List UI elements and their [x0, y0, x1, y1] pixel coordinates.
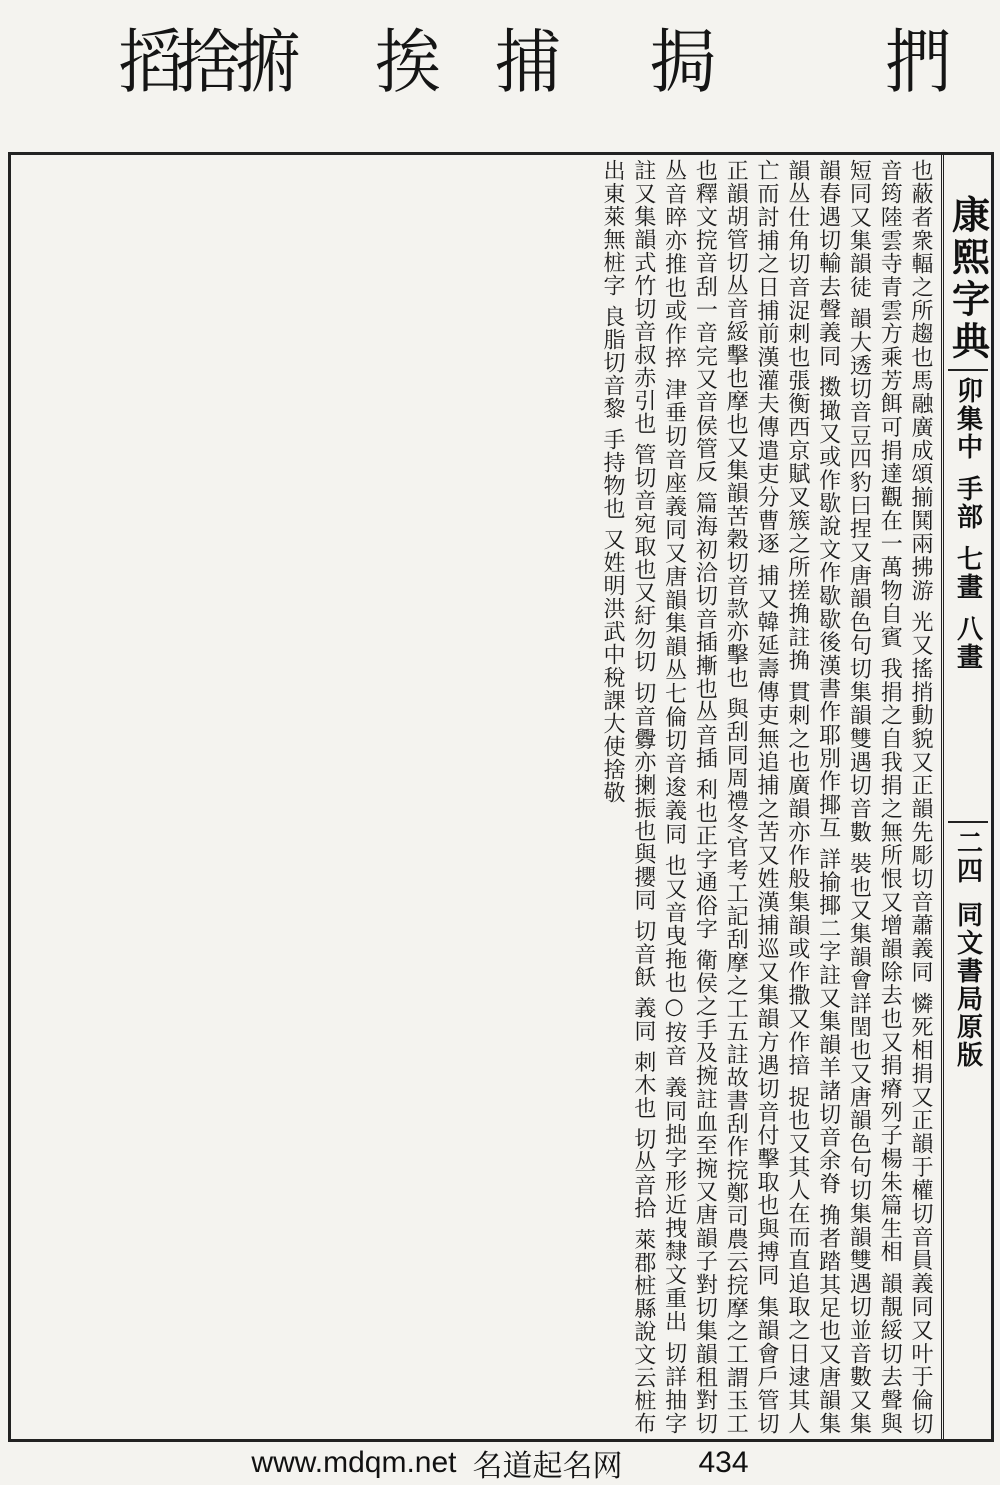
column-text: 捔者踏其足也又唐韻集韻丛仕角切音浞刺也張衡西京賦叉簇之所搓捔註捔 [784, 159, 841, 1435]
column-text: 韻靚綏切去聲與短同又集韻徒 [846, 159, 903, 1435]
column-text: 良脂切音黎 [600, 305, 626, 420]
column-text: 義同 [630, 996, 656, 1043]
page-frame [8, 152, 994, 1442]
seal-strip [0, 0, 1000, 150]
column-text: 津垂切音座義同又唐韻集韻丛七倫切音逡義同 [661, 377, 687, 846]
page-number: 二四 [952, 829, 983, 885]
column-text: 衛侯之手及捥註血至捥又唐韻子對切集韻租對切丛音晬亦推也或作捽 [661, 159, 718, 1435]
column-text: 利也正字通俗字 [692, 778, 718, 941]
column-text: 切音飫 [630, 919, 656, 989]
seal-char-7: 搯 [118, 22, 180, 103]
column-text: 捉也又其人在而直追取之日逮其人亡而討捕之日捕前漢灌夫傳遣吏分曹逐 [754, 159, 810, 1435]
column-text: 刺木也 [630, 1050, 656, 1120]
column-text: 擞撖又或作歇說文作歇歇後漢書作耶別作揶互 [815, 375, 841, 840]
column-text: 貫刺之也廣韻亦作般集韻或作撒又作揞 [784, 680, 810, 1078]
site-name: 名道起名网 [472, 1449, 623, 1483]
column-text: 詳揄揶二字註又集韻羊諸切音余脊 [815, 847, 841, 1196]
radical-label: 手部 [952, 475, 983, 531]
column-text: 管切音宛取也又紆勿切 [630, 443, 656, 674]
column-text: 義同拙字形近拽隸文重出 [661, 1076, 687, 1334]
column-text: 與刮同周禮冬官考工記刮摩之工五註故書刮作捖鄭司農云捖摩之工謂玉工也釋文捖音刮一音完又音侯管反 [692, 159, 749, 1435]
column-text: 又姓明洪武中稅課大使捨敬 [600, 528, 626, 804]
seal-char-5: 捬 [235, 22, 297, 103]
seal-char-1: 捫 [885, 22, 947, 103]
seal-char-6: 捨 [175, 22, 237, 103]
footer-page-number: 434 [698, 1445, 749, 1479]
column-text: 手持物也 [600, 428, 626, 520]
column-text: 萊郡桩縣說文云桩布出東萊無桩字 [600, 159, 656, 1435]
band-divider-2 [948, 821, 988, 823]
footer-bar [0, 1445, 1000, 1483]
column-text: 我捐之自我捐之無所恨又增韻除去也又捐瘠列子楊朱篇生相 [877, 657, 903, 1264]
section-label: 卯集中 [952, 377, 983, 461]
seal-char-2: 挶 [650, 22, 712, 103]
dictionary-body [15, 159, 935, 1435]
column-text: 切音釁亦揦振也與攖同 [630, 681, 656, 912]
column-text: 切詳抽字註又集韻式竹切音叔赤引也 [630, 159, 687, 1435]
column-text: 裝也又集韻會詳閏也又唐韻色句切集韻雙遇切並音數又集韻春遇切輸去聲義同 [815, 159, 872, 1435]
column-text: 也又音曳拖也○按音 [661, 854, 687, 1068]
seal-char-4: 挨 [375, 22, 437, 103]
strokes-label-1: 七畫 [952, 545, 983, 601]
band-divider [948, 369, 988, 371]
column-text: 憐死相捐又正韻于權切音員義同又叶于倫切音筠陸雲寺青雲方乘芳餌可捐達觀在一萬物自賓 [877, 159, 933, 1435]
strokes-label-2: 八畫 [952, 615, 983, 671]
column-text: 捕又韓延壽傳吏無追捕之苦又姓漢捕巡又集韻方遇切音付擊取也與搏同 [754, 563, 780, 1288]
header-band [941, 155, 991, 1439]
column-text: 韻大透切音豆四豹曰捏又唐韻色句切集韻雙遇切音數 [846, 307, 872, 844]
column-text: 篇海初洽切音插摲也丛音插 [692, 491, 718, 770]
book-title: 康熙字典 [945, 195, 991, 363]
publisher-label: 同文書局原版 [952, 901, 983, 1069]
column-text: 光又搖捎動貌又正韻先彫切音蕭義同 [908, 610, 933, 984]
seal-char-3: 捕 [495, 22, 557, 103]
site-url[interactable]: www.mdqm.net [251, 1445, 457, 1479]
column-text: 切丛音拾 [630, 1127, 656, 1220]
column-text: 集韻會戶管切正韻胡管切丛音綏擊也摩也又集韻苦穀切音款亦擊也 [723, 159, 780, 1435]
column-text: 也蔽者衆輻之所趨也馬融廣成頌揃鬨兩拂游 [908, 159, 933, 603]
